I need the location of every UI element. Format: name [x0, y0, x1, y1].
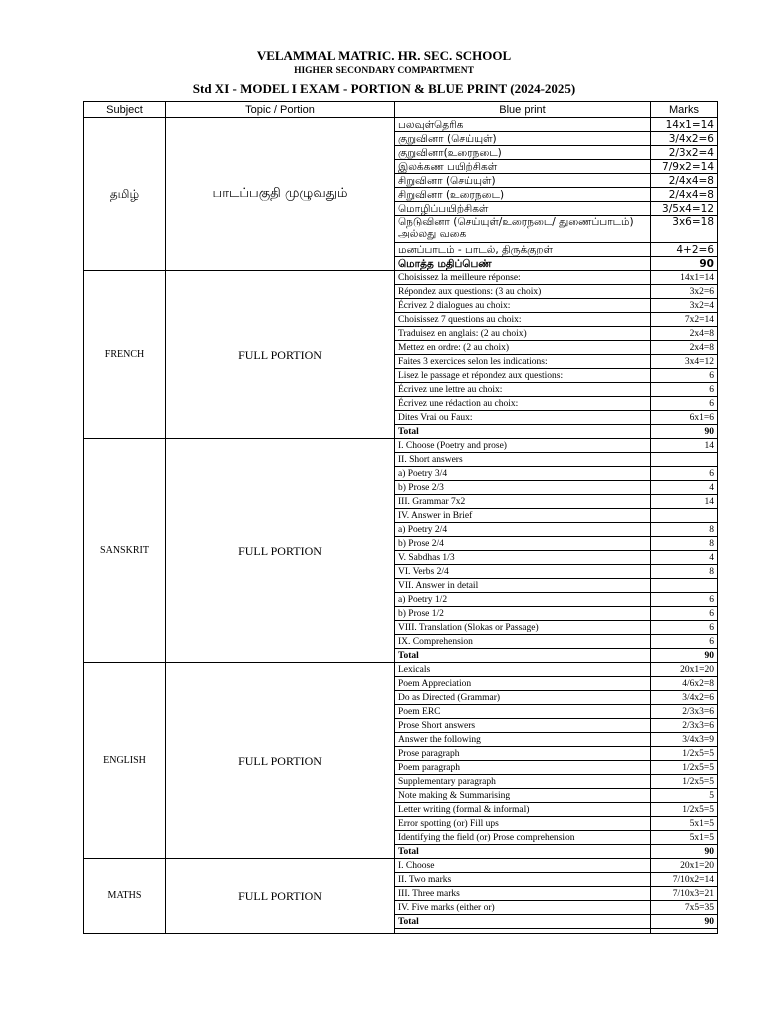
- continuation-cell: [395, 929, 651, 934]
- total-label-cell: Total: [395, 425, 651, 439]
- blueprint-item-cell: மனப்பாடம் - பாடல், திருக்குறள்: [395, 243, 651, 257]
- marks-cell: 14x1=14: [651, 118, 718, 132]
- marks-cell: 20x1=20: [651, 859, 718, 873]
- blueprint-item-cell: Poem paragraph: [395, 761, 651, 775]
- blueprint-item-cell: III. Three marks: [395, 887, 651, 901]
- marks-cell: 3/4x2=6: [651, 691, 718, 705]
- blueprint-item-cell: Mettez en ordre: (2 au choix): [395, 341, 651, 355]
- marks-cell: 8: [651, 565, 718, 579]
- marks-cell: [651, 509, 718, 523]
- blueprint-item-cell: a) Poetry 3/4: [395, 467, 651, 481]
- marks-cell: 2/3x3=6: [651, 719, 718, 733]
- marks-cell: 20x1=20: [651, 663, 718, 677]
- marks-cell: 2x4=8: [651, 341, 718, 355]
- blueprint-item-cell: மொழிப்பயிற்சிகள்: [395, 202, 651, 216]
- blueprint-item-cell: Lisez le passage et répondez aux questions:: [395, 369, 651, 383]
- marks-cell: 6: [651, 593, 718, 607]
- marks-cell: 6: [651, 369, 718, 383]
- blueprint-item-cell: Note making & Summarising: [395, 789, 651, 803]
- marks-cell: 4+2=6: [651, 243, 718, 257]
- blueprint-item-cell: Écrivez 2 dialogues au choix:: [395, 299, 651, 313]
- blueprint-item-cell: குறுவினா (செய்யுள்): [395, 132, 651, 146]
- marks-cell: 14: [651, 439, 718, 453]
- marks-cell: 6: [651, 383, 718, 397]
- continuation-cell: [651, 929, 718, 934]
- blueprint-item-cell: சிறுவினா (செய்யுள்): [395, 174, 651, 188]
- blueprint-item-cell: b) Prose 1/2: [395, 607, 651, 621]
- blueprint-item-cell: VII. Answer in detail: [395, 579, 651, 593]
- marks-cell: 6: [651, 397, 718, 411]
- marks-cell: 3/4x2=6: [651, 132, 718, 146]
- marks-cell: 1/2x5=5: [651, 775, 718, 789]
- blueprint-item-cell: I. Choose (Poetry and prose): [395, 439, 651, 453]
- marks-cell: 2/3x2=4: [651, 146, 718, 160]
- marks-cell: 4: [651, 481, 718, 495]
- marks-cell: 3x2=4: [651, 299, 718, 313]
- blueprint-item-cell: II. Short answers: [395, 453, 651, 467]
- blueprint-item-cell: Supplementary paragraph: [395, 775, 651, 789]
- subject-cell: ENGLISH: [84, 663, 166, 859]
- blueprint-item-cell: Répondez aux questions: (3 au choix): [395, 285, 651, 299]
- subject-column-header: Subject: [84, 102, 166, 118]
- marks-cell: 6: [651, 467, 718, 481]
- marks-cell: 8: [651, 537, 718, 551]
- marks-cell: 8: [651, 523, 718, 537]
- blueprint-item-cell: Lexicals: [395, 663, 651, 677]
- blueprint-item-cell: V. Sabdhas 1/3: [395, 551, 651, 565]
- blueprint-column-header: Blue print: [395, 102, 651, 118]
- blueprint-item-cell: Dites Vrai ou Faux:: [395, 411, 651, 425]
- marks-cell: 2/4x4=8: [651, 188, 718, 202]
- marks-cell: [651, 453, 718, 467]
- total-marks-cell: 90: [651, 915, 718, 929]
- marks-column-header: Marks: [651, 102, 718, 118]
- blueprint-item-cell: a) Poetry 2/4: [395, 523, 651, 537]
- total-marks-cell: 90: [651, 649, 718, 663]
- blueprint-item-cell: IV. Five marks (either or): [395, 901, 651, 915]
- blueprint-item-cell: b) Prose 2/4: [395, 537, 651, 551]
- topic-cell: FULL PORTION: [166, 663, 395, 859]
- blueprint-item-cell: Answer the following: [395, 733, 651, 747]
- marks-cell: 4/6x2=8: [651, 677, 718, 691]
- table-row: [84, 859, 718, 873]
- table-header-row: [84, 102, 718, 118]
- marks-cell: 6x1=6: [651, 411, 718, 425]
- blueprint-item-cell: Prose Short answers: [395, 719, 651, 733]
- marks-cell: 14x1=14: [651, 271, 718, 285]
- blueprint-item-cell: IX. Comprehension: [395, 635, 651, 649]
- marks-cell: 1/2x5=5: [651, 761, 718, 775]
- marks-cell: 5: [651, 789, 718, 803]
- table-row: [84, 663, 718, 677]
- marks-cell: 5x1=5: [651, 817, 718, 831]
- total-label-cell: மொத்த மதிப்பெண்: [395, 257, 651, 271]
- total-marks-cell: 90: [651, 425, 718, 439]
- department-name: HIGHER SECONDARY COMPARTMENT: [294, 66, 474, 76]
- marks-cell: 1/2x5=5: [651, 747, 718, 761]
- blueprint-item-cell: VIII. Translation (Slokas or Passage): [395, 621, 651, 635]
- subject-cell: தமிழ்: [84, 118, 166, 271]
- marks-cell: 7x2=14: [651, 313, 718, 327]
- marks-cell: 1/2x5=5: [651, 803, 718, 817]
- total-marks-cell: 90: [651, 845, 718, 859]
- marks-cell: 2x4=8: [651, 327, 718, 341]
- blueprint-item-cell: Faites 3 exercices selon les indications:: [395, 355, 651, 369]
- total-label-cell: Total: [395, 649, 651, 663]
- blueprint-item-cell: Choisissez la meilleure réponse:: [395, 271, 651, 285]
- blueprint-item-cell: Prose paragraph: [395, 747, 651, 761]
- table-body: [84, 118, 718, 934]
- blueprint-item-cell: Identifying the field (or) Prose comprehension: [395, 831, 651, 845]
- marks-cell: 2/3x3=6: [651, 705, 718, 719]
- blueprint-item-cell: Do as Directed (Grammar): [395, 691, 651, 705]
- blueprint-item-cell: குறுவினா(உரைநடை): [395, 146, 651, 160]
- blueprint-item-cell: Letter writing (formal & informal): [395, 803, 651, 817]
- total-marks-cell: 90: [651, 257, 718, 271]
- topic-cell: FULL PORTION: [166, 859, 395, 934]
- blueprint-item-cell: இலக்கண பயிற்சிகள்: [395, 160, 651, 174]
- blueprint-item-cell: b) Prose 2/3: [395, 481, 651, 495]
- blueprint-item-cell: Poem ERC: [395, 705, 651, 719]
- marks-cell: 3x2=6: [651, 285, 718, 299]
- blueprint-item-cell: Error spotting (or) Fill ups: [395, 817, 651, 831]
- exam-title: Std XI - MODEL I EXAM - PORTION & BLUE PRINT (2024-2025): [192, 81, 576, 96]
- marks-cell: 6: [651, 635, 718, 649]
- marks-cell: 7/9x2=14: [651, 160, 718, 174]
- school-name: VELAMMAL MATRIC. HR. SEC. SCHOOL: [256, 48, 512, 63]
- marks-cell: 7/10x2=14: [651, 873, 718, 887]
- blueprint-item-cell: IV. Answer in Brief: [395, 509, 651, 523]
- blueprint-item-cell: பலவுள்தெரிக: [395, 118, 651, 132]
- topic-column-header: Topic / Portion: [166, 102, 395, 118]
- marks-cell: 2/4x4=8: [651, 174, 718, 188]
- blueprint-item-cell: VI. Verbs 2/4: [395, 565, 651, 579]
- blueprint-item-cell: a) Poetry 1/2: [395, 593, 651, 607]
- marks-cell: 3/5x4=12: [651, 202, 718, 216]
- marks-cell: 6: [651, 607, 718, 621]
- blueprint-item-cell: II. Two marks: [395, 873, 651, 887]
- marks-cell: 14: [651, 495, 718, 509]
- table-row: [84, 439, 718, 453]
- table-row: [84, 271, 718, 285]
- blueprint-item-cell: சிறுவினா (உரைநடை): [395, 188, 651, 202]
- subject-cell: SANSKRIT: [84, 439, 166, 663]
- subject-cell: MATHS: [84, 859, 166, 934]
- marks-cell: [651, 579, 718, 593]
- blueprint-item-cell: Traduisez en anglais: (2 au choix): [395, 327, 651, 341]
- marks-cell: 3x4=12: [651, 355, 718, 369]
- marks-cell: 7/10x3=21: [651, 887, 718, 901]
- blueprint-item-cell: Écrivez une lettre au choix:: [395, 383, 651, 397]
- marks-cell: 3x6=18: [651, 216, 718, 243]
- blueprint-item-cell: Poem Appreciation: [395, 677, 651, 691]
- marks-cell: 4: [651, 551, 718, 565]
- marks-cell: 6: [651, 621, 718, 635]
- total-label-cell: Total: [395, 845, 651, 859]
- blueprint-table: [83, 101, 718, 934]
- subject-cell: FRENCH: [84, 271, 166, 439]
- marks-cell: 5x1=5: [651, 831, 718, 845]
- blueprint-item-cell: Choisissez 7 questions au choix:: [395, 313, 651, 327]
- blueprint-item-cell: I. Choose: [395, 859, 651, 873]
- table-row: [84, 118, 718, 132]
- blueprint-item-cell: Écrivez une rédaction au choix:: [395, 397, 651, 411]
- topic-cell: பாடப்பகுதி முழுவதும்: [166, 118, 395, 271]
- blueprint-item-cell: III. Grammar 7x2: [395, 495, 651, 509]
- topic-cell: FULL PORTION: [166, 439, 395, 663]
- marks-cell: 7x5=35: [651, 901, 718, 915]
- marks-cell: 3/4x3=9: [651, 733, 718, 747]
- total-label-cell: Total: [395, 915, 651, 929]
- blueprint-item-cell: நெடுவினா (செய்யுள்/உரைநடை/ துணைப்பாடம்) அல்லது வகை: [395, 216, 651, 243]
- topic-cell: FULL PORTION: [166, 271, 395, 439]
